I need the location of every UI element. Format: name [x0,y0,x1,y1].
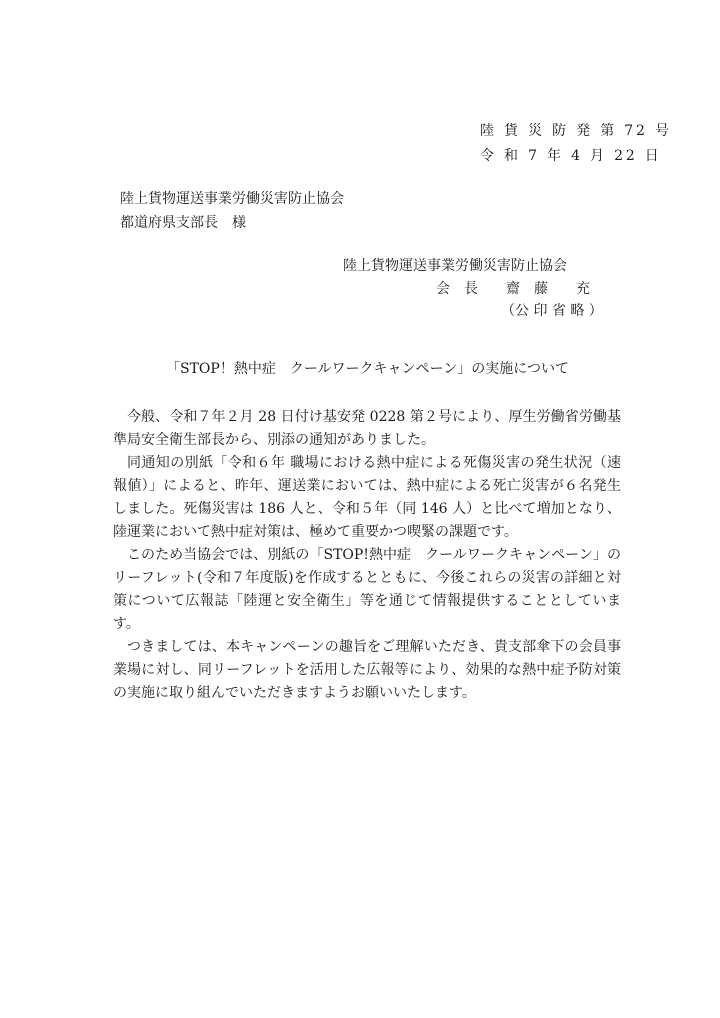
body-paragraph: つきましては、本キャンペーンの趣旨をご理解いただき、貴支部傘下の会員事業場に対し、同リーフレットを活用した広報等により、効果的な熱中症予防対策の実施に取り組んでいただきますようお願いいたします。 [113,639,621,701]
document-title: 「STOP！熱中症 クールワークキャンペーン」の実施について [166,361,569,377]
sender-organization: 陸上貨物運送事業労働災害防止協会 [343,258,567,274]
addressee-organization: 陸上貨物運送事業労働災害防止協会 [120,191,344,207]
addressee-recipient: 都道府県支部長 様 [120,215,246,231]
body-paragraph: 今般、令和７年２月 28 日付け基安発 0228 第２号により、厚生労働省労働基準局安全衛生部長から、別添の通知がありました。 [113,409,621,448]
body-paragraph: このため当協会では、別紙の「STOP!熱中症 クールワークキャンペーン」のリーフレット(令和７年度版)を作成するとともに、今後これらの災害の詳細と対策について広報誌「陸運と安全衛生」等を通じて情報提供することとしています。 [113,547,621,632]
document-body [113,406,621,705]
sender-name: 会 長 齋 藤 充 [436,281,590,297]
issue-date: 令 和 7 年 4 月 22 日 [480,148,662,164]
reference-number: 陸 貨 災 防 発 第 72 号 [480,123,672,139]
seal-omitted-note: （公 印 省 略 ） [501,303,603,319]
body-paragraph: 同通知の別紙「令和６年 職場における熱中症による死傷災害の発生状況（速報値）」によると、昨年、運送業においては、熱中症による死亡災害が６名発生しました。死傷災害は 186 人と、令和５年（同 146 人）と比べて増加となり、陸運業において熱中症対策は、極めて重要かつ喫緊の課題です。 [113,455,621,540]
